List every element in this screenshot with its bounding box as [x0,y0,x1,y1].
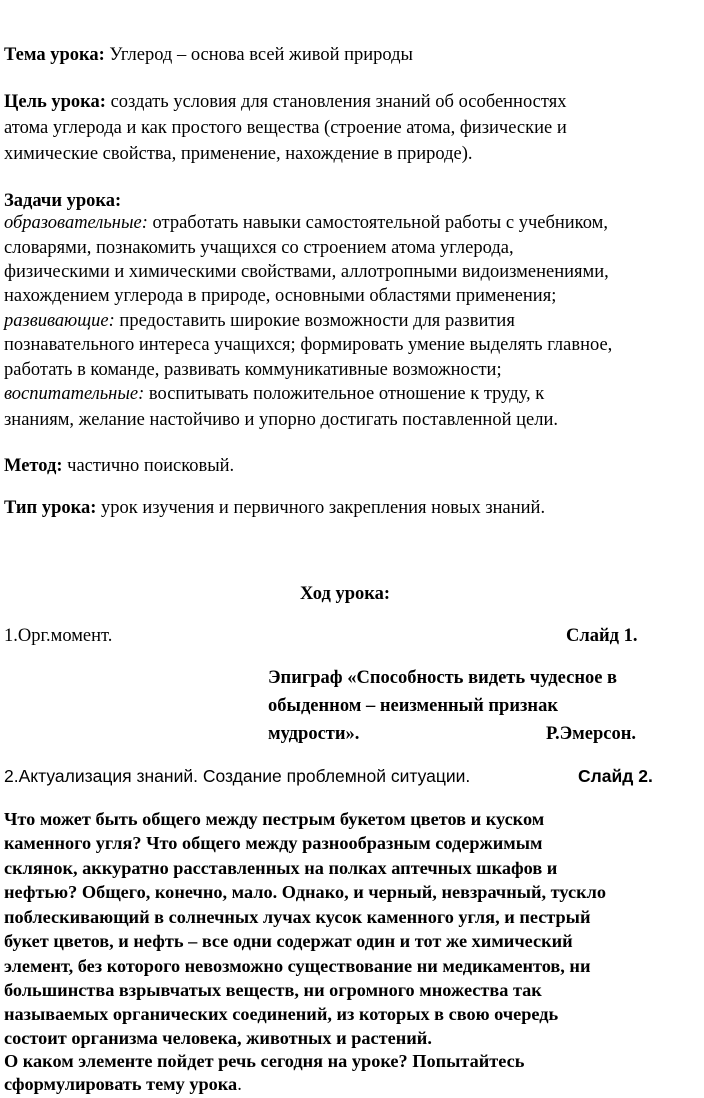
upbringing-label: воспитательные: [4,384,145,404]
tasks-educational-line-2: словарями, познакомить учащихся со строением атома углерода, [4,238,514,258]
problem-line-9: называемых органических соединений, из которых в свою очередь [4,1004,559,1024]
epigraph-line-1: Эпиграф «Способность видеть чудесное в [268,668,618,688]
problem-end-mark: . [237,1075,242,1095]
problem-line-7: элемент, без которого невозможно существование ни медикаментов, ни [4,956,591,976]
step2-text: 2.Актуализация знаний. Создание проблемной ситуации. [4,766,471,786]
topic-text: Углерод – основа всей живой природы [104,45,413,65]
tasks-educational-line-4: нахождением углерода в природе, основными областями применения; [4,286,557,306]
developing-text: предоставить широкие возможности для развития [114,311,515,331]
topic-label: Тема урока: [4,45,105,65]
step2-slide: Слайд 2. [578,766,653,786]
step1-slide: Слайд 1. [566,626,638,646]
method-label: Метод: [4,456,63,476]
tasks-educational-line-3: физическими и химическими свойствами, аллотропными видоизменениями, [4,262,609,282]
topic-line [4,43,413,67]
developing-label: развивающие: [4,311,115,331]
tasks-developing-line-3: работать в команде, развивать коммуникативные возможности; [4,360,502,380]
goal-line-1 [4,90,566,114]
problem-last-text: сформулировать тему урока [4,1074,238,1094]
tasks-developing-line-1 [4,309,515,333]
problem-line-2: каменного угля? Что общего между разнообразным содержимым [4,833,543,853]
type-line [4,496,545,520]
method-text: частично поисковый. [62,456,235,476]
problem-line-10: состоит организма человека, животных и растений. [4,1028,432,1048]
step1-text: 1.Орг.момент. [4,626,113,646]
educational-label: образовательные: [4,213,148,233]
type-text: урок изучения и первичного закрепления новых знаний. [96,498,546,518]
goal-line-3: химические свойства, применение, нахождение в природе). [4,144,473,164]
educational-text: отработать навыки самостоятельной работы с учебником, [147,213,608,233]
problem-line-11: О каком элементе пойдет речь сегодня на уроке? Попытайтесь [4,1051,525,1071]
tasks-heading: Задачи урока: [4,191,122,211]
course-heading: Ход урока: [300,584,391,604]
problem-line-8: большинства взрывчатых веществ, ни огромного множества так [4,980,542,1000]
problem-line-3: склянок, аккуратно расставленных на полках аптечных шкафов и [4,858,558,878]
problem-line-1: Что может быть общего между пестрым букетом цветов и куском [4,809,545,829]
tasks-upbringing-line-2: знаниям, желание настойчиво и упорно достигать поставленной цели. [4,410,558,430]
tasks-developing-line-2: познавательного интереса учащихся; формировать умение выделять главное, [4,335,613,355]
epigraph-author: Р.Эмерсон. [546,724,637,744]
problem-line-12 [4,1072,242,1097]
problem-line-6: букет цветов, и нефть – все одни содержат один и тот же химический [4,931,573,951]
problem-line-5: поблескивающий в солнечных лучах кусок каменного угля, и пестрый [4,907,591,927]
goal-label: Цель урока: [4,92,106,112]
type-label: Тип урока: [4,498,97,518]
tasks-educational-line-1 [4,211,608,235]
goal-line-2: атома углерода и как простого вещества (строение атома, физические и [4,118,567,138]
epigraph-line-3: мудрости». [268,724,360,744]
upbringing-text: воспитывать положительное отношение к труду, к [144,384,545,404]
problem-line-4: нефтью? Общего, конечно, мало. Однако, и черный, невзрачный, тускло [4,882,607,902]
goal-text: создать условия для становления знаний об особенностях [105,92,567,112]
epigraph-line-2: обыденном – неизменный признак [268,696,559,716]
method-line [4,454,234,478]
tasks-upbringing-line-1 [4,382,544,406]
